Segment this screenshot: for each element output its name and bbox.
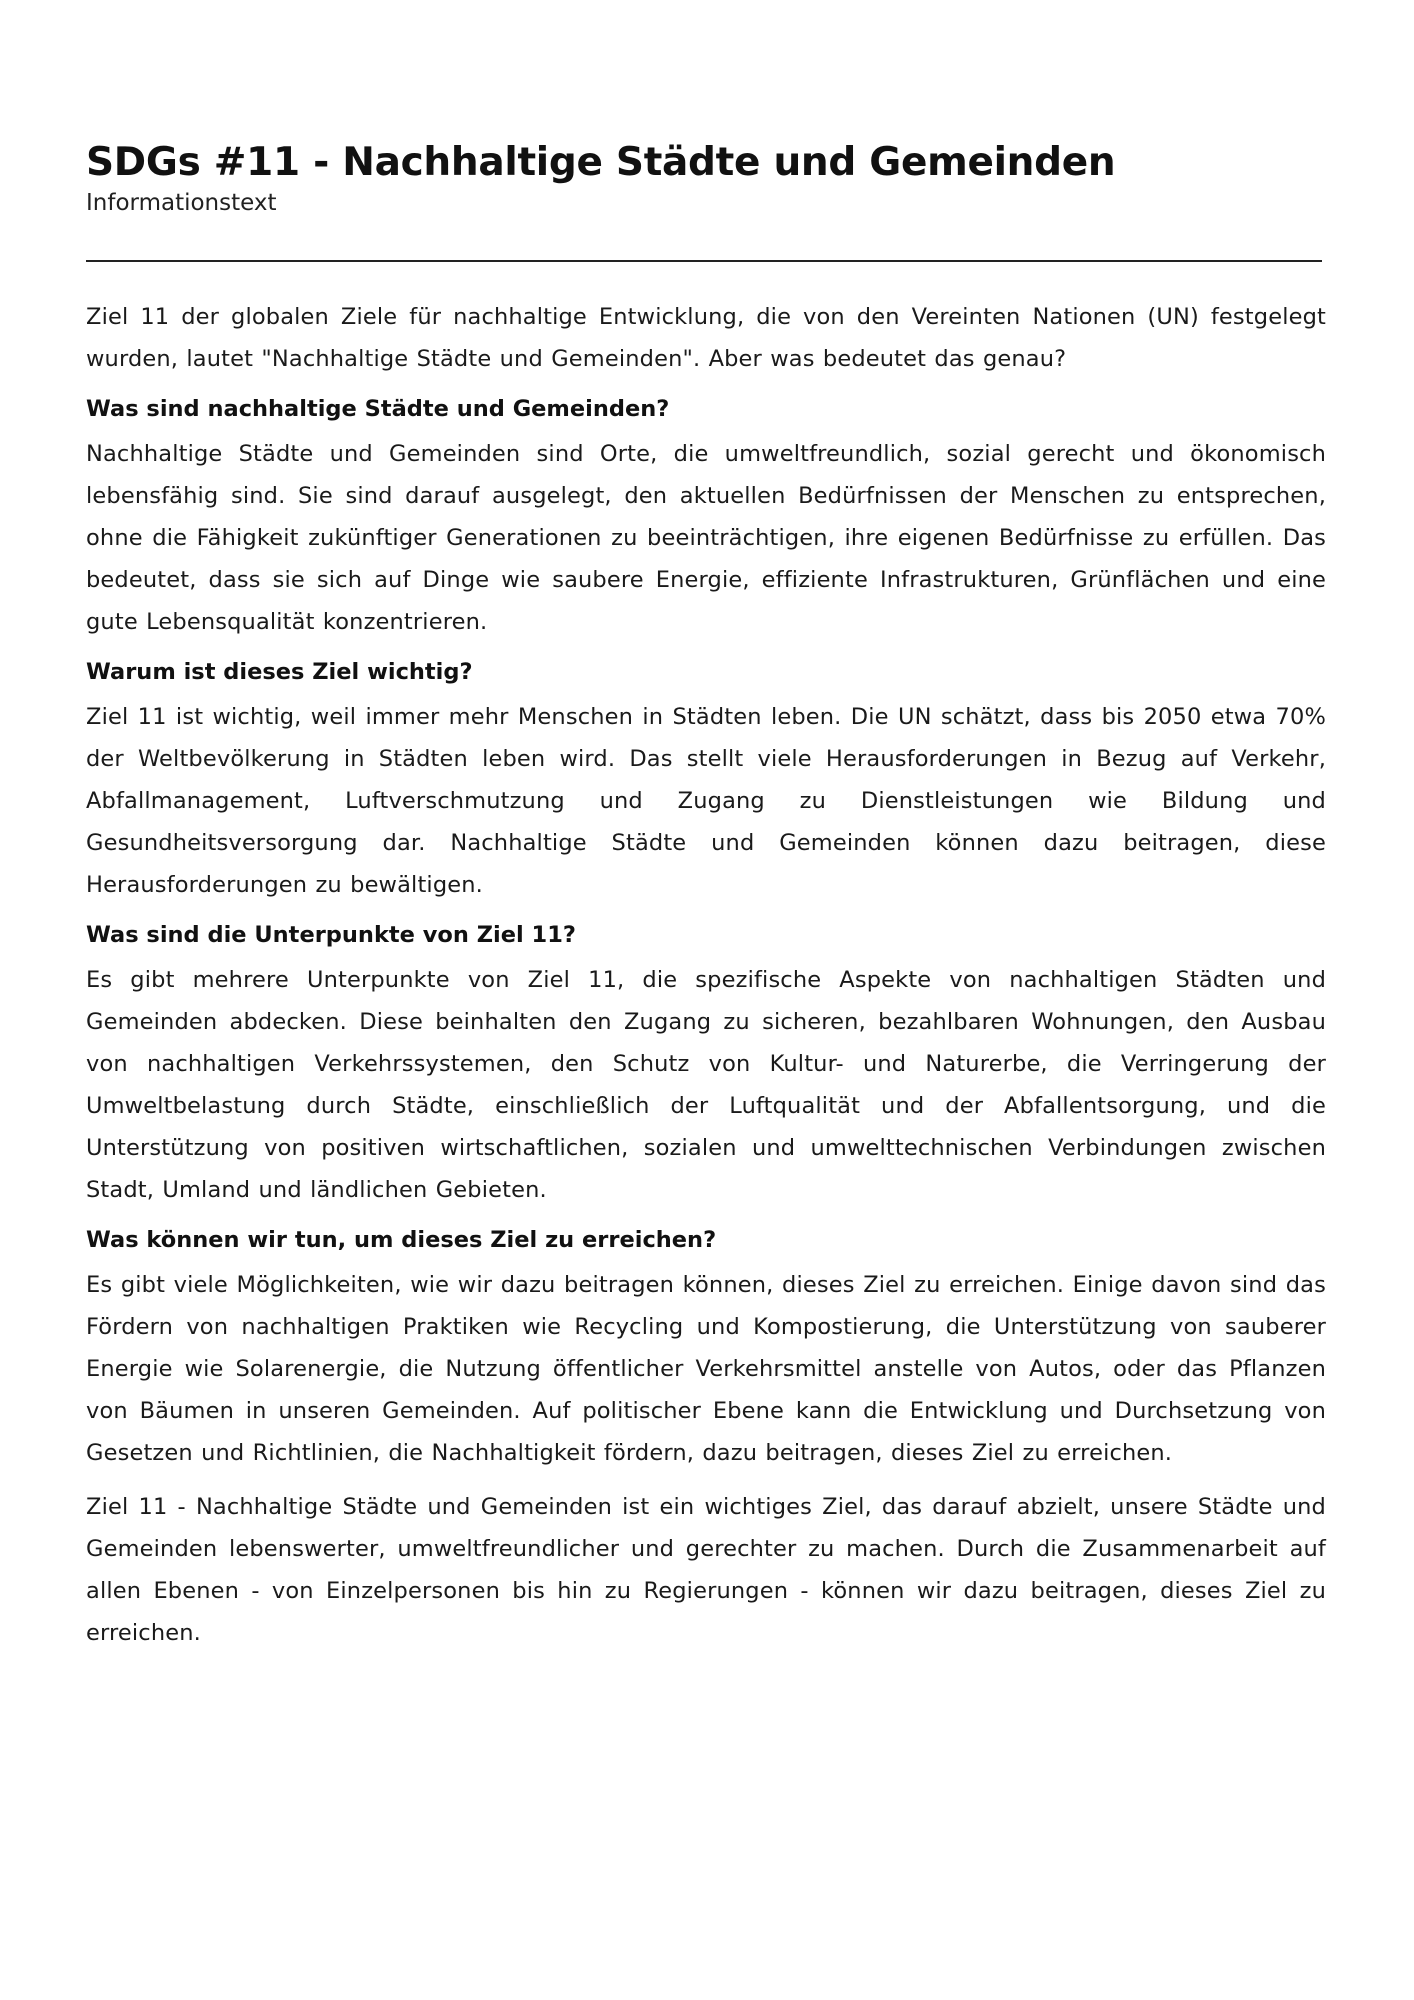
- section-heading: Was können wir tun, um dieses Ziel zu erreichen?: [86, 1227, 717, 1253]
- section-definition: [86, 388, 1326, 643]
- section-paragraph: Nachhaltige Städte und Gemeinden sind Orte, die umweltfreundlich, sozial gerecht und ökonomisch lebensfähig sind. Sie sind darauf ausgelegt, den aktuellen Bedürfnissen der Menschen zu entsprechen, ohne die Fähigkeit zukünftiger Generationen zu beeinträchtigen, ihre eigenen Bedürfnisse zu erfüllen. Das bedeutet, dass sie sich auf Dinge wie saubere Energie, effiziente Infrastrukturen, Grünflächen und eine gute Lebensqualität konzentrieren.: [86, 441, 1326, 635]
- section-paragraph: Ziel 11 ist wichtig, weil immer mehr Menschen in Städten leben. Die UN schätzt, dass bis 2050 etwa 70% der Weltbevölkerung in Städten leben wird. Das stellt viele Herausforderungen in Bezug auf Verkehr, Abfallmanagement, Luftverschmutzung und Zugang zu Dienstleistungen wie Bildung und Gesundheitsversorgung dar. Nachhaltige Städte und Gemeinden können dazu beitragen, diese Herausforderungen zu bewältigen.: [86, 704, 1326, 898]
- section-paragraph: Es gibt viele Möglichkeiten, wie wir dazu beitragen können, dieses Ziel zu erreichen. Einige davon sind das Fördern von nachhaltigen Praktiken wie Recycling und Kompostierung, die Unterstützung von sauberer Energie wie Solarenergie, die Nutzung öffentlicher Verkehrsmittel anstelle von Autos, oder das Pflanzen von Bäumen in unseren Gemeinden. Auf politischer Ebene kann die Entwicklung und Durchsetzung von Gesetzen und Richtlinien, die Nachhaltigkeit fördern, dazu beitragen, dieses Ziel zu erreichen.: [86, 1272, 1326, 1466]
- intro-paragraph: Ziel 11 der globalen Ziele für nachhaltige Entwicklung, die von den Vereinten Nationen (UN) festgelegt wurden, lautet "Nachhaltige Städte und Gemeinden". Aber was bedeutet das genau?: [86, 304, 1326, 372]
- section-heading: Was sind nachhaltige Städte und Gemeinden?: [86, 396, 670, 422]
- closing-paragraph: Ziel 11 - Nachhaltige Städte und Gemeinden ist ein wichtiges Ziel, das darauf abzielt, unsere Städte und Gemeinden lebenswerter, umweltfreundlicher und gerechter zu machen. Durch die Zusammenarbeit auf allen Ebenen - von Einzelpersonen bis hin zu Regierungen - können wir dazu beitragen, dieses Ziel zu erreichen.: [86, 1494, 1326, 1646]
- section-paragraph: Es gibt mehrere Unterpunkte von Ziel 11, die spezifische Aspekte von nachhaltigen Städten und Gemeinden abdecken. Diese beinhalten den Zugang zu sicheren, bezahlbaren Wohnungen, den Ausbau von nachhaltigen Verkehrssystemen, den Schutz von Kultur- und Naturerbe, die Verringerung der Umweltbelastung durch Städte, einschließlich der Luftqualität und der Abfallentsorgung, und die Unterstützung von positiven wirtschaftlichen, sozialen und umwelttechnischen Verbindungen zwischen Stadt, Umland und ländlichen Gebieten.: [86, 967, 1326, 1203]
- section-actions: [86, 1219, 1326, 1474]
- page-subtitle: Informationstext: [86, 190, 277, 216]
- section-subgoals: [86, 914, 1326, 1211]
- document-body: [86, 296, 1326, 1654]
- section-heading: Was sind die Unterpunkte von Ziel 11?: [86, 922, 576, 948]
- document-page: [86, 0, 1326, 1654]
- section-heading: Warum ist dieses Ziel wichtig?: [86, 659, 473, 685]
- section-importance: [86, 651, 1326, 906]
- title-divider: [86, 260, 1322, 262]
- page-title: SDGs #11 - Nachhaltige Städte und Gemeinden: [86, 140, 1116, 185]
